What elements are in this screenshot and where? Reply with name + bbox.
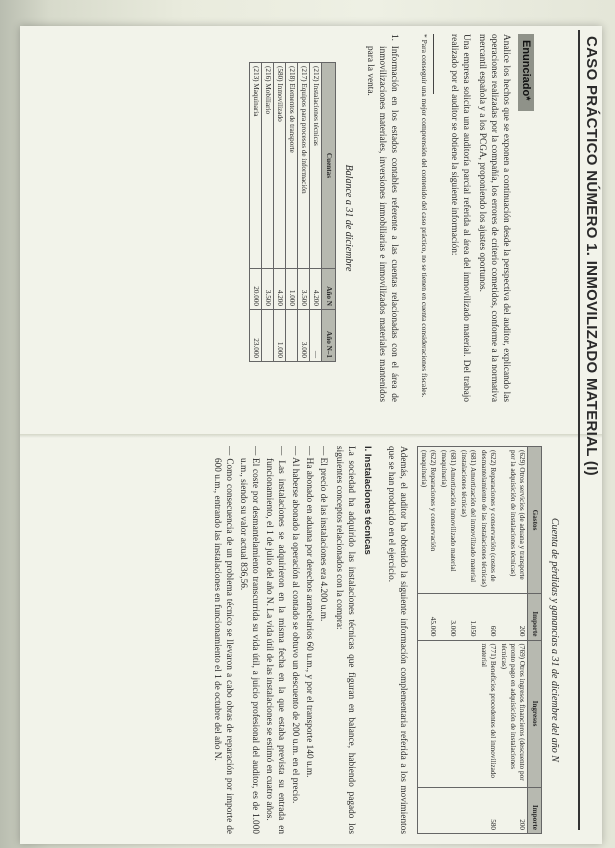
value-year-n1: 3.000: [298, 309, 310, 361]
value-year-n1: 23.000: [250, 309, 262, 361]
empty-cell: [458, 640, 478, 787]
balance-table: [249, 62, 336, 362]
table-row: [274, 63, 286, 362]
table-row: [250, 63, 262, 362]
empty-cell: [438, 787, 458, 833]
empty-cell: [438, 640, 458, 787]
table-row: [310, 63, 322, 362]
purchase-concepts-list: [211, 446, 329, 834]
table-row: [418, 447, 439, 834]
pyg-header-importe: Importe: [528, 787, 542, 833]
account-name: (580) Inmovilizado: [274, 63, 286, 269]
value-year-n: 4.200: [310, 268, 322, 309]
gasto-concept: (681) Amortización del inmovilizado material (instalaciones técnicas): [458, 447, 478, 594]
chapter-title: CASO PRÁCTICO NÚMERO 1. INMOVILIZADO MATERIAL (I): [583, 36, 600, 476]
ingreso-amount: 580: [478, 787, 498, 833]
list-item: — Las instalaciones se adquirieron en la misma fecha en la que estaba prevista su entrada en funcionamiento, el 1 de julio del año N. La vida útil de las instalaciones se estimó en cuatro años.: [264, 446, 286, 834]
gasto-amount: 600: [478, 594, 498, 640]
value-year-n: 20.000: [250, 268, 262, 309]
gasto-amount: 45.000: [418, 594, 439, 640]
pyg-header-gastos: Gastos: [528, 447, 542, 594]
value-year-n: 4.200: [274, 268, 286, 309]
table-row: [458, 447, 478, 834]
balance-header-year-n: Año N: [322, 268, 336, 309]
section-I-intro: La sociedad ha adquirido las instalaciones técnicas que figuran en balance, habiendo pagado los siguientes conceptos relacionados con la compra:: [334, 446, 356, 834]
table-row: [262, 63, 274, 362]
value-year-n1: 1.000: [274, 309, 286, 361]
empty-cell: [418, 787, 439, 833]
section-1: 1. Información en los estados contables referente a las cuentas relacionadas con el área de inmovilizaciones materiales, inversiones inmobiliarias e inmovilizados materiales mantenidos para la venta.: [365, 34, 399, 402]
ingreso-amount: 200: [498, 787, 528, 833]
right-column: [209, 446, 570, 834]
value-year-n1: —: [310, 309, 322, 361]
balance-header-row: [322, 63, 336, 362]
account-name: (213) Maquinaria: [250, 63, 262, 269]
left-column: [249, 34, 570, 402]
table-row: [478, 447, 498, 834]
pyg-caption: Cuenta de pérdidas y ganancias a 31 de diciembre del año N: [549, 518, 560, 762]
value-year-n: 3.500: [262, 268, 274, 309]
gasto-amount: 200: [498, 594, 528, 640]
list-item: — El coste por desmantelamiento transcurrida su vida útil, a juicio profesional del auditor, es de 1.000 u.m., siendo su valor actual 836,56.: [238, 446, 260, 834]
list-item: — Al haberse abonado la operación al contado se obtuvo un descuento de 200 u.m. en el precio.: [290, 446, 300, 804]
footnote-rule: [433, 34, 434, 94]
account-name: (217) Equipos para procesos de información: [298, 63, 310, 269]
ingreso-concept: (771) Beneficios procedentes del inmovilizado material: [478, 640, 498, 787]
empty-cell: [418, 640, 439, 787]
intro-paragraph-2: Una empresa solicita una auditoría parcial referida al área del inmovilizado material. Del trabajo realizado por el auditor se obtiene la siguiente información:: [449, 34, 471, 402]
gasto-concept: (622) Reparaciones y conservación (maquinaria): [418, 447, 439, 594]
pyg-header-importe: Importe: [528, 594, 542, 640]
table-row: [498, 447, 528, 834]
list-item: — Como consecuencia de un problema técnico se llevaron a cabo obras de reparación por importe de 600 u.m., entrando las instalaciones en funcionamiento el 1 de octubre del año N.: [212, 446, 234, 834]
gasto-concept: (622) Reparaciones y conservación (costes de desmantelamiento de las instalaciones técnicas): [478, 447, 498, 594]
account-name: (216) Mobiliario: [262, 63, 274, 269]
value-year-n: 3.500: [298, 268, 310, 309]
book-page: [20, 26, 602, 844]
gasto-concept: (681) Amortización inmovilizado material (maquinaria): [438, 447, 458, 594]
footnote: * Para conseguir una mejor comprensión del contenido del caso práctico, no se tienen en cuenta consideraciones fiscales.: [420, 34, 429, 398]
gasto-amount: 3.000: [438, 594, 458, 640]
pyg-header-ingresos: Ingresos: [528, 640, 542, 787]
list-item: — El precio de las instalaciones era 4.200 u.m.: [318, 446, 328, 622]
balance-caption: Balance a 31 de diciembre: [343, 164, 354, 272]
section-I-title: I. Instalaciones técnicas: [362, 446, 373, 555]
table-row: [286, 63, 298, 362]
after-table-paragraph: Además, el auditor ha obtenido la siguiente información complementaria referida a los movimientos que se han producido en el ejercicio.: [386, 446, 408, 834]
balance-header-year-n1: Año N–1: [322, 309, 336, 361]
enunciado-badge: Enunciado*: [518, 34, 534, 111]
table-row: [438, 447, 458, 834]
balance-header-cuentas: Cuentas: [322, 63, 336, 269]
account-name: (212) Instalaciones técnicas: [310, 63, 322, 269]
value-year-n1: [262, 309, 274, 361]
pyg-table: [417, 446, 542, 834]
value-year-n1: [286, 309, 298, 361]
empty-cell: [458, 787, 478, 833]
table-row: [298, 63, 310, 362]
pyg-header-row: [528, 447, 542, 834]
ingreso-concept: (769) Otros ingresos financieros (descuento por pronto pago en adquisición de instalaciones técnicas): [498, 640, 528, 787]
account-name: (218) Elementos de transporte: [286, 63, 298, 269]
rotated-content: [20, 26, 602, 844]
gasto-amount: 1.050: [458, 594, 478, 640]
list-item: — Ha abonado en aduana por derechos arancelarios 60 u.m., y por el transporte 140 u.m.: [304, 446, 314, 778]
chapter-rule: [579, 30, 581, 830]
gasto-concept: (629) Otros servicios (de aduana y transporte por la adquisición de instalaciones técnicas): [498, 447, 528, 594]
intro-paragraph-1: Analice los hechos que se exponen a continuación desde la perspectiva del auditor, explicando las operaciones realizadas por la compañía, los errores de criterio cometidos, conforme a la normativa mercantil española y a los PCGA, proponiendo los ajustes oportunos.: [477, 34, 511, 402]
value-year-n: 1.000: [286, 268, 298, 309]
